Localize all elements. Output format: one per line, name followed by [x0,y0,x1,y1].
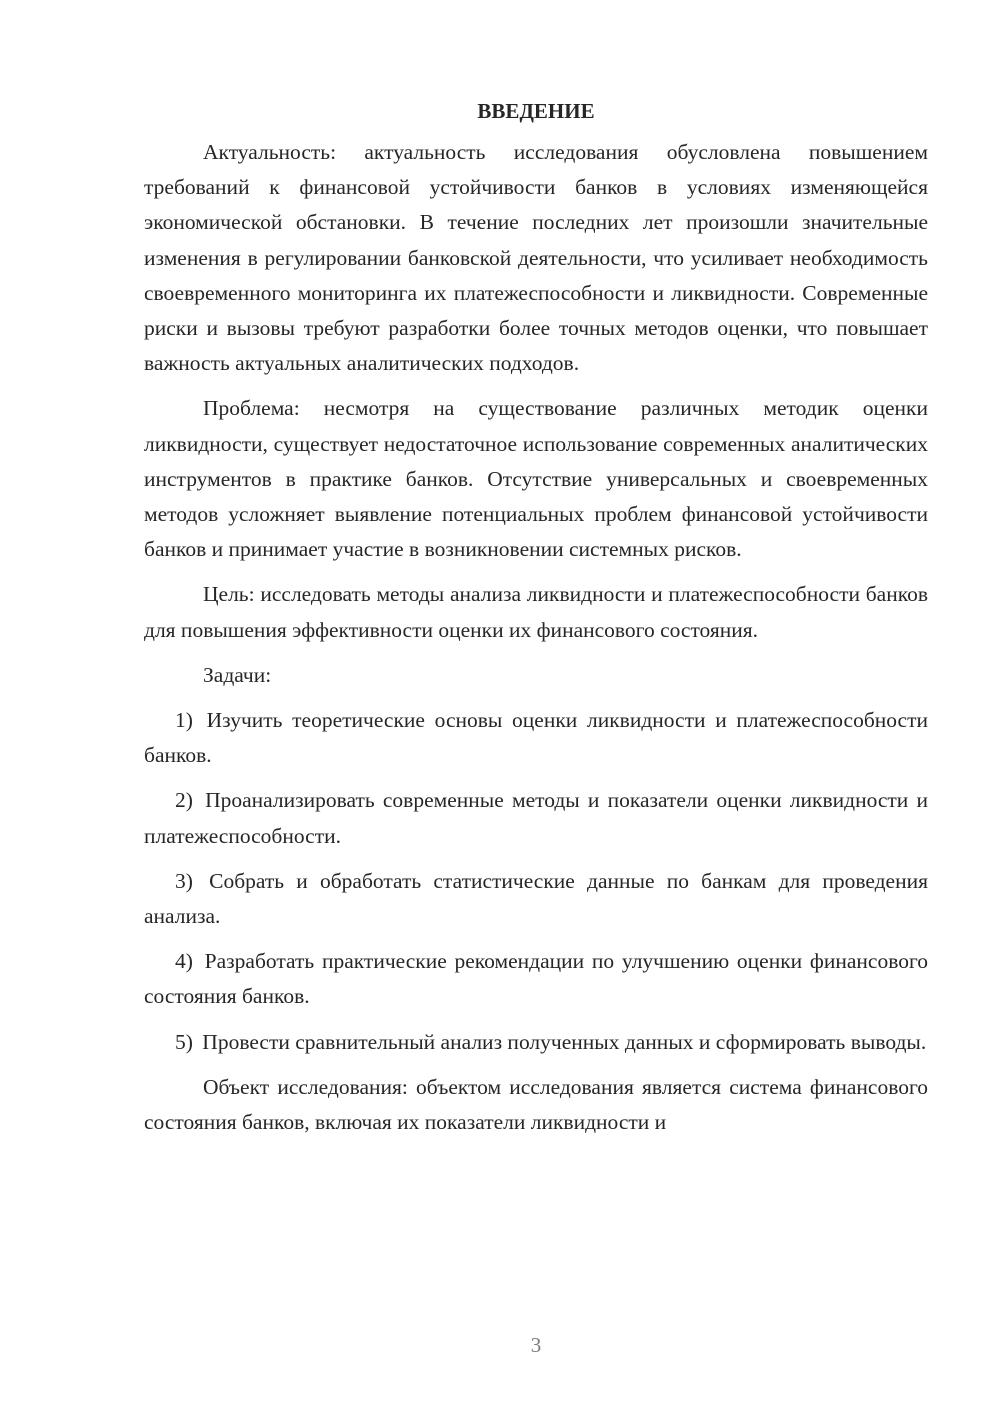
task-text: Разработать практические рекомендации по улучшению оценки финансового состояния банков. [144,949,928,1009]
document-page [144,94,928,1150]
task-number: 3) [175,868,193,893]
paragraph-object: Объект исследования: объектом исследования является система финансового состояния банков, включая их показатели ликвидности и [144,1074,928,1135]
task-text: Собрать и обработать статистические данные по банкам для проведения анализа. [144,868,928,929]
task-item [144,864,928,934]
tasks-list [144,703,928,1060]
task-item [144,703,928,773]
task-text: Изучить теоретические основы оценки ликвидности и платежеспособности банков. [144,708,929,768]
task-item [144,1025,928,1060]
task-number: 2) [175,788,193,813]
paragraph-goal: Цель: исследовать методы анализа ликвидности и платежеспособности банков для повышения эффективности оценки их финансового состояния. [144,582,928,642]
paragraph-relevance: Актуальность: актуальность исследования обусловлена повышением требований к финансовой устойчивости банков в условиях изменяющейся экономической обстановки. В течение последних лет произошли значительные изменения в регулировании банковской деятельности, что усиливает необходимость своевременного мониторинга их платежеспособности и ликвидности. Современные риски и вызовы требуют разработки более точных методов оценки, что повышает важность актуальных аналитических подходов. [144,140,928,376]
task-number: 1) [175,708,193,733]
paragraph-problem: Проблема: несмотря на существование различных методик оценки ликвидности, существует недостаточное использование современных аналитических инструментов в практике банков. Отсутствие универсальных и своевременных методов усложняет выявление потенциальных проблем финансовой устойчивости банков и принимает участие в возникновении системных рисков. [144,396,928,562]
task-number: 4) [175,949,193,974]
tasks-label: Задачи: [203,662,272,687]
task-item [144,944,928,1014]
task-text: Провести сравнительный анализ полученных данных и сформировать выводы. [202,1029,927,1054]
task-item [144,783,928,853]
task-number: 5) [175,1029,193,1054]
page-number: 3 [530,1333,542,1357]
task-text: Проанализировать современные методы и показатели оценки ликвидности и платежеспособности. [144,788,929,848]
section-heading: ВВЕДЕНИЕ [477,99,595,123]
